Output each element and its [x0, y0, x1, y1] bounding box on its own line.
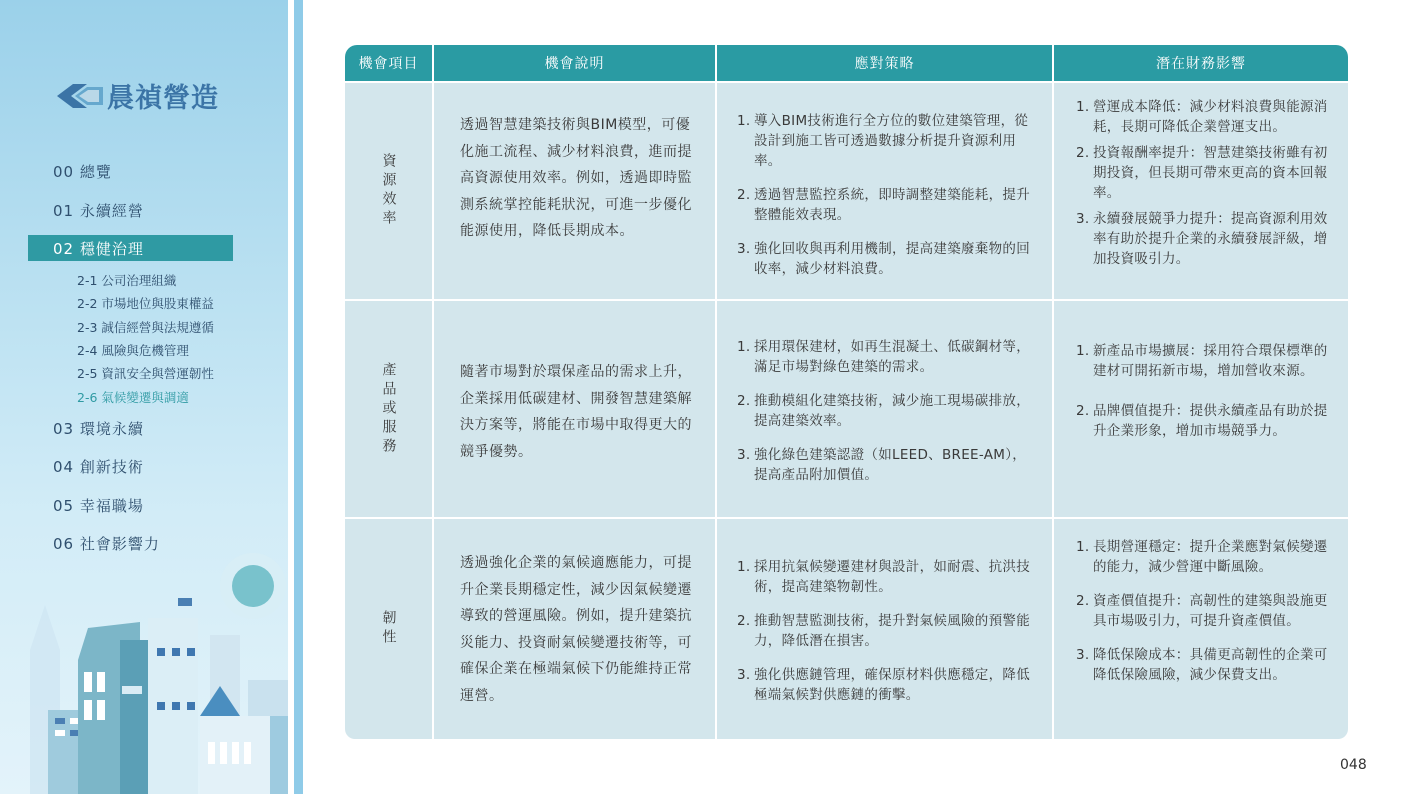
- sub-item-market-position[interactable]: 2-2 市場地位與股東權益: [77, 296, 214, 311]
- company-logo[interactable]: [57, 76, 219, 115]
- sub-item-risk-management[interactable]: 2-4 風險與危機管理: [77, 343, 189, 358]
- header-financial-impact: 潛在財務影響: [1054, 45, 1348, 81]
- strategy-item: 2. 推動模組化建築技術，減少施工現場碳排放，提高建築效率。: [737, 393, 1030, 429]
- header-opportunity-item: 機會項目: [345, 45, 432, 81]
- strategy-item: 1. 採用環保建材，如再生混凝土、低碳鋼材等，滿足市場對綠色建築的需求。: [737, 339, 1030, 375]
- row-strategy-cell: [717, 519, 1052, 739]
- sub-item-climate-change[interactable]: 2-6 氣候變遷與調適: [77, 390, 189, 405]
- logo-icon: [57, 83, 103, 109]
- header-response-strategy: 應對策略: [717, 45, 1052, 81]
- logo-text: 晨禎營造: [107, 83, 219, 114]
- strategy-item: 1. 採用抗氣候變遷建材與設計，如耐震、抗洪技術，提高建築物韌性。: [737, 559, 1030, 595]
- row-impact-cell: [1054, 519, 1348, 739]
- strategy-list: [737, 557, 1033, 719]
- nav-item-governance-label: 02 穩健治理: [53, 240, 144, 258]
- row-category-cell: [345, 83, 432, 299]
- row-description-text: 隨著市場對於環保產品的需求上升，企業採用低碳建材、開發智慧建築解決方案等，將能在市場中取得更大的競爭優勢。: [460, 364, 692, 460]
- sub-item-information-security[interactable]: 2-5 資訊安全與營運韌性: [77, 366, 214, 381]
- sub-item-governance-organization[interactable]: 2-1 公司治理組織: [77, 273, 177, 288]
- impact-item: 1. 新產品市場擴展：採用符合環保標準的建材可開拓新市場，增加營收來源。: [1076, 343, 1328, 379]
- strategy-item: 3. 強化綠色建築認證（如LEED、BREE-AM），提高產品附加價值。: [737, 447, 1027, 483]
- row-strategy-cell: [717, 301, 1052, 517]
- row-description-text: 透過智慧建築技術與BIM模型，可優化施工流程、減少材料浪費，進而提高資源使用效率。例如，透過即時監測系統掌控能耗狀況，可進一步優化能源使用，降低長期成本。: [460, 117, 692, 239]
- impact-item: 3. 永續發展競爭力提升：提高資源利用效率有助於提升企業的永續發展評級，增加投資吸引力。: [1076, 211, 1328, 267]
- nav-item-social-impact[interactable]: 06 社會影響力: [53, 535, 160, 553]
- strategy-list: [737, 337, 1033, 499]
- page-number: 048: [1340, 757, 1367, 773]
- strategy-item: 2. 推動智慧監測技術，提升對氣候風險的預警能力，降低潛在損害。: [737, 613, 1030, 649]
- header-opportunity-description: 機會說明: [434, 45, 715, 81]
- opportunity-table: [345, 45, 1348, 739]
- sub-item-ethical-management[interactable]: 2-3 誠信經營與法規遵循: [77, 320, 214, 335]
- row-category-label: 資源效率: [380, 153, 397, 229]
- strategy-item: 2. 透過智慧監控系統，即時調整建築能耗，提升整體能效表現。: [737, 187, 1030, 223]
- impact-item: 2. 品牌價值提升：提供永續產品有助於提升企業形象，增加市場競爭力。: [1076, 403, 1328, 439]
- nav-item-environment[interactable]: 03 環境永續: [53, 420, 144, 438]
- row-description-cell: [434, 83, 715, 299]
- row-description-text: 透過強化企業的氣候適應能力，可提升企業長期穩定性，減少因氣候變遷導致的營運風險。例如，提升建築抗災能力、投資耐氣候變遷技術等，可確保企業在極端氣候下仍能維持正常運營。: [460, 555, 692, 704]
- impact-item: 3. 降低保險成本：具備更高韌性的企業可降低保險風險，減少保費支出。: [1076, 647, 1328, 683]
- strategy-item: 3. 強化供應鏈管理，確保原材料供應穩定，降低極端氣候對供應鏈的衝擊。: [737, 667, 1030, 703]
- nav-item-sustainable-operation[interactable]: 01 永續經營: [53, 202, 144, 220]
- row-description-cell: [434, 519, 715, 739]
- nav-item-governance[interactable]: [28, 235, 233, 261]
- impact-item: 2. 資產價值提升：高韌性的建築與設施更具市場吸引力，可提升資產價值。: [1076, 593, 1328, 629]
- sidebar: [0, 0, 288, 794]
- strategy-list: [737, 111, 1033, 293]
- strategy-item: 1. 導入BIM技術進行全方位的數位建築管理，從設計到施工皆可透過數據分析提升資源利用率。: [737, 113, 1029, 169]
- row-category-cell: [345, 519, 432, 739]
- nav-item-workplace[interactable]: 05 幸福職場: [53, 497, 144, 515]
- nav-item-innovation[interactable]: 04 創新技術: [53, 458, 144, 476]
- row-category-cell: [345, 301, 432, 517]
- row-description-cell: [434, 301, 715, 517]
- impact-item: 1. 長期營運穩定：提升企業應對氣候變遷的能力，減少營運中斷風險。: [1076, 539, 1328, 575]
- row-strategy-cell: [717, 83, 1052, 299]
- strategy-item: 3. 強化回收與再利用機制，提高建築廢棄物的回收率，減少材料浪費。: [737, 241, 1030, 277]
- sidebar-accent-stripe: [294, 0, 303, 794]
- row-category-label: 產品或服務: [380, 361, 397, 457]
- impact-item: 2. 投資報酬率提升：智慧建築技術雖有初期投資，但長期可帶來更高的資本回報率。: [1076, 145, 1328, 201]
- row-impact-cell: [1054, 301, 1348, 517]
- nav-item-overview[interactable]: 00 總覽: [53, 163, 112, 181]
- row-impact-cell: [1054, 83, 1348, 299]
- impact-item: 1. 營運成本降低：減少材料浪費與能源消耗，長期可降低企業營運支出。: [1076, 99, 1328, 135]
- impact-list: [1076, 341, 1332, 455]
- impact-list: [1076, 97, 1332, 275]
- row-category-label: 韌性: [380, 610, 397, 648]
- city-skyline-illustration: [0, 540, 288, 794]
- impact-list: [1076, 537, 1332, 699]
